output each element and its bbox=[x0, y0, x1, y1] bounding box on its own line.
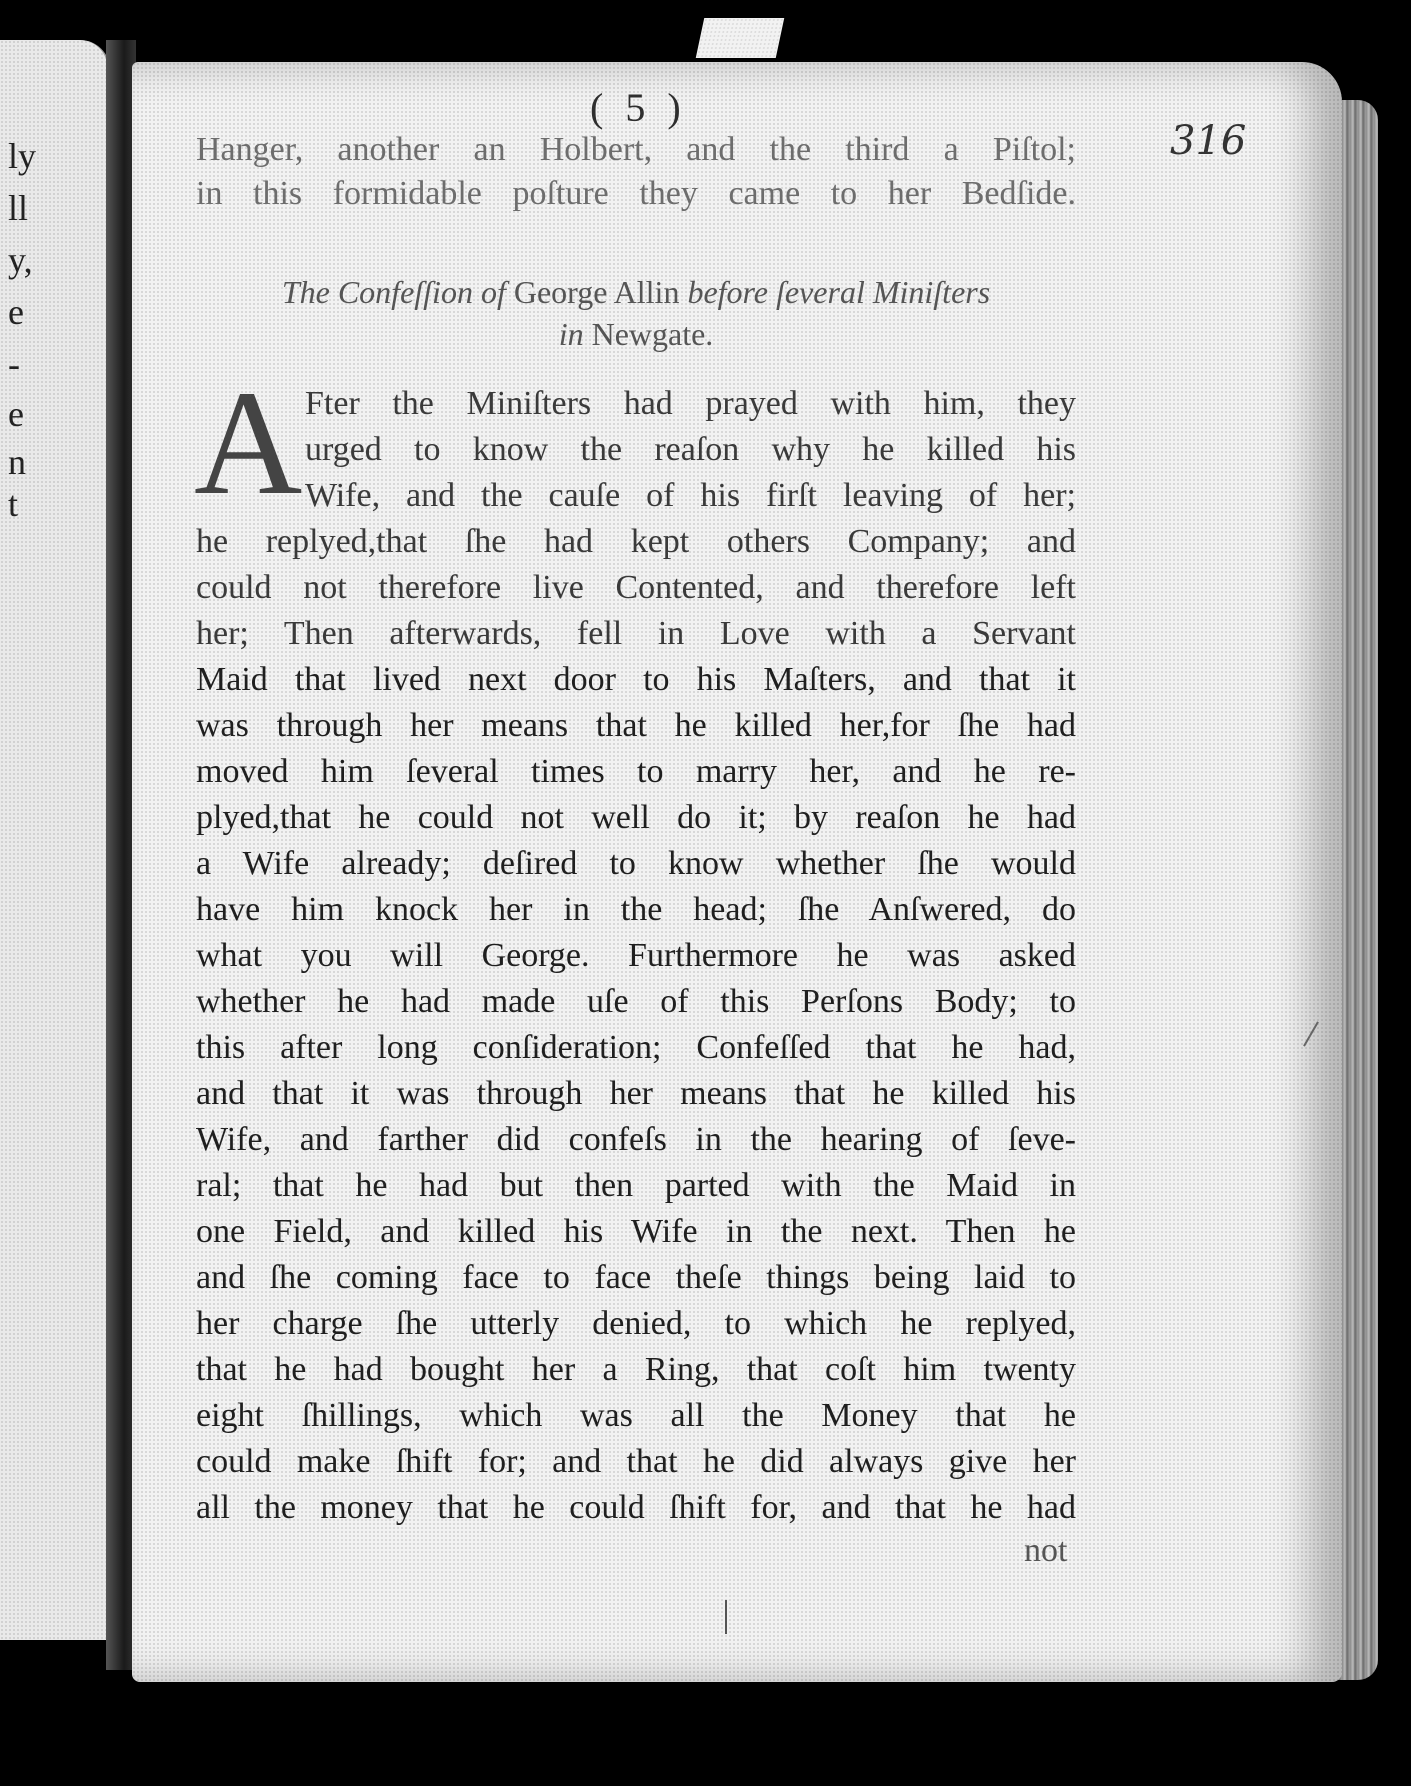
paragraph-line: whether he had made uſe of this Perſons Body; to bbox=[196, 983, 1076, 1020]
paragraph-line: was through her means that he killed her,for ſhe had bbox=[196, 707, 1076, 744]
paragraph-line: moved him ſeveral times to marry her, and he re- bbox=[196, 753, 1076, 790]
heading-italic: before ſeveral Miniſters bbox=[687, 274, 991, 310]
heading-italic: in bbox=[558, 316, 584, 352]
paragraph-line: and that it was through her means that he killed his bbox=[196, 1075, 1076, 1112]
left-page-fragment: ll bbox=[8, 188, 29, 228]
paragraph-line: Fter the Miniſters had prayed with him, they bbox=[305, 385, 1076, 422]
paper-tab bbox=[696, 18, 785, 58]
paragraph-line: Maid that lived next door to his Maſters, and that it bbox=[196, 661, 1076, 698]
paragraph-line: one Field, and killed his Wife in the next. Then he bbox=[196, 1213, 1076, 1250]
paragraph-line: this after long conſideration; Confeſſed that he had, bbox=[196, 1029, 1076, 1066]
paragraph-line: plyed,that he could not well do it; by reaſon he had bbox=[196, 799, 1076, 836]
left-page-fragment: y, bbox=[8, 240, 33, 280]
heading-italic: The Confeſſion of bbox=[281, 274, 506, 310]
paragraph-line: could make ſhift for; and that he did always give her bbox=[196, 1443, 1076, 1480]
intro-line: in this formidable poſture they came to her Bedſide. bbox=[196, 175, 1076, 212]
left-facing-page bbox=[0, 40, 110, 1640]
left-page-fragment: e bbox=[8, 394, 24, 434]
left-page-fragment: t bbox=[8, 484, 19, 524]
paragraph-line: that he had bought her a Ring, that coſt him twenty bbox=[196, 1351, 1076, 1388]
paragraph-line: urged to know the reaſon why he killed his bbox=[305, 431, 1076, 468]
printer-mark bbox=[725, 1600, 727, 1634]
heading-name: George Allin bbox=[513, 274, 680, 310]
drop-cap: A bbox=[194, 360, 303, 526]
page-number: ( 5 ) bbox=[590, 85, 687, 130]
paragraph-line: could not therefore live Contented, and therefore left bbox=[196, 569, 1076, 606]
paragraph-line: Wife, and the cauſe of his firſt leaving of her; bbox=[305, 477, 1076, 514]
section-heading-line2 bbox=[196, 314, 1076, 354]
left-page-fragment: e bbox=[8, 292, 24, 332]
section-heading bbox=[196, 272, 1076, 312]
paragraph-line: have him knock her in the head; ſhe Anſwered, do bbox=[196, 891, 1076, 928]
paragraph-line: all the money that he could ſhift for, and that he had bbox=[196, 1489, 1076, 1526]
paragraph-line: her; Then afterwards, fell in Love with a Servant bbox=[196, 615, 1076, 652]
paragraph-line: Wife, and farther did confeſs in the hearing of ſeve- bbox=[196, 1121, 1076, 1158]
left-page-fragment: - bbox=[8, 344, 20, 384]
paragraph-line: her charge ſhe utterly denied, to which he replyed, bbox=[196, 1305, 1076, 1342]
paragraph-line: and ſhe coming face to face theſe things being laid to bbox=[196, 1259, 1076, 1296]
paragraph-line: what you will George. Furthermore he was asked bbox=[196, 937, 1076, 974]
left-page-fragment: n bbox=[8, 442, 26, 482]
paragraph-line: a Wife already; deſired to know whether ſhe would bbox=[196, 845, 1076, 882]
catchword: not bbox=[1024, 1532, 1068, 1569]
heading-place: Newgate. bbox=[591, 316, 714, 352]
folio-number: 316 bbox=[1170, 118, 1247, 164]
paragraph-line: ral; that he had but then parted with the Maid in bbox=[196, 1167, 1076, 1204]
paragraph-line: he replyed,that ſhe had kept others Company; and bbox=[196, 523, 1076, 560]
paragraph-line: eight ſhillings, which was all the Money that he bbox=[196, 1397, 1076, 1434]
intro-line: Hanger, another an Holbert, and the third a Piſtol; bbox=[196, 131, 1076, 168]
left-page-fragment: ly bbox=[8, 136, 37, 176]
